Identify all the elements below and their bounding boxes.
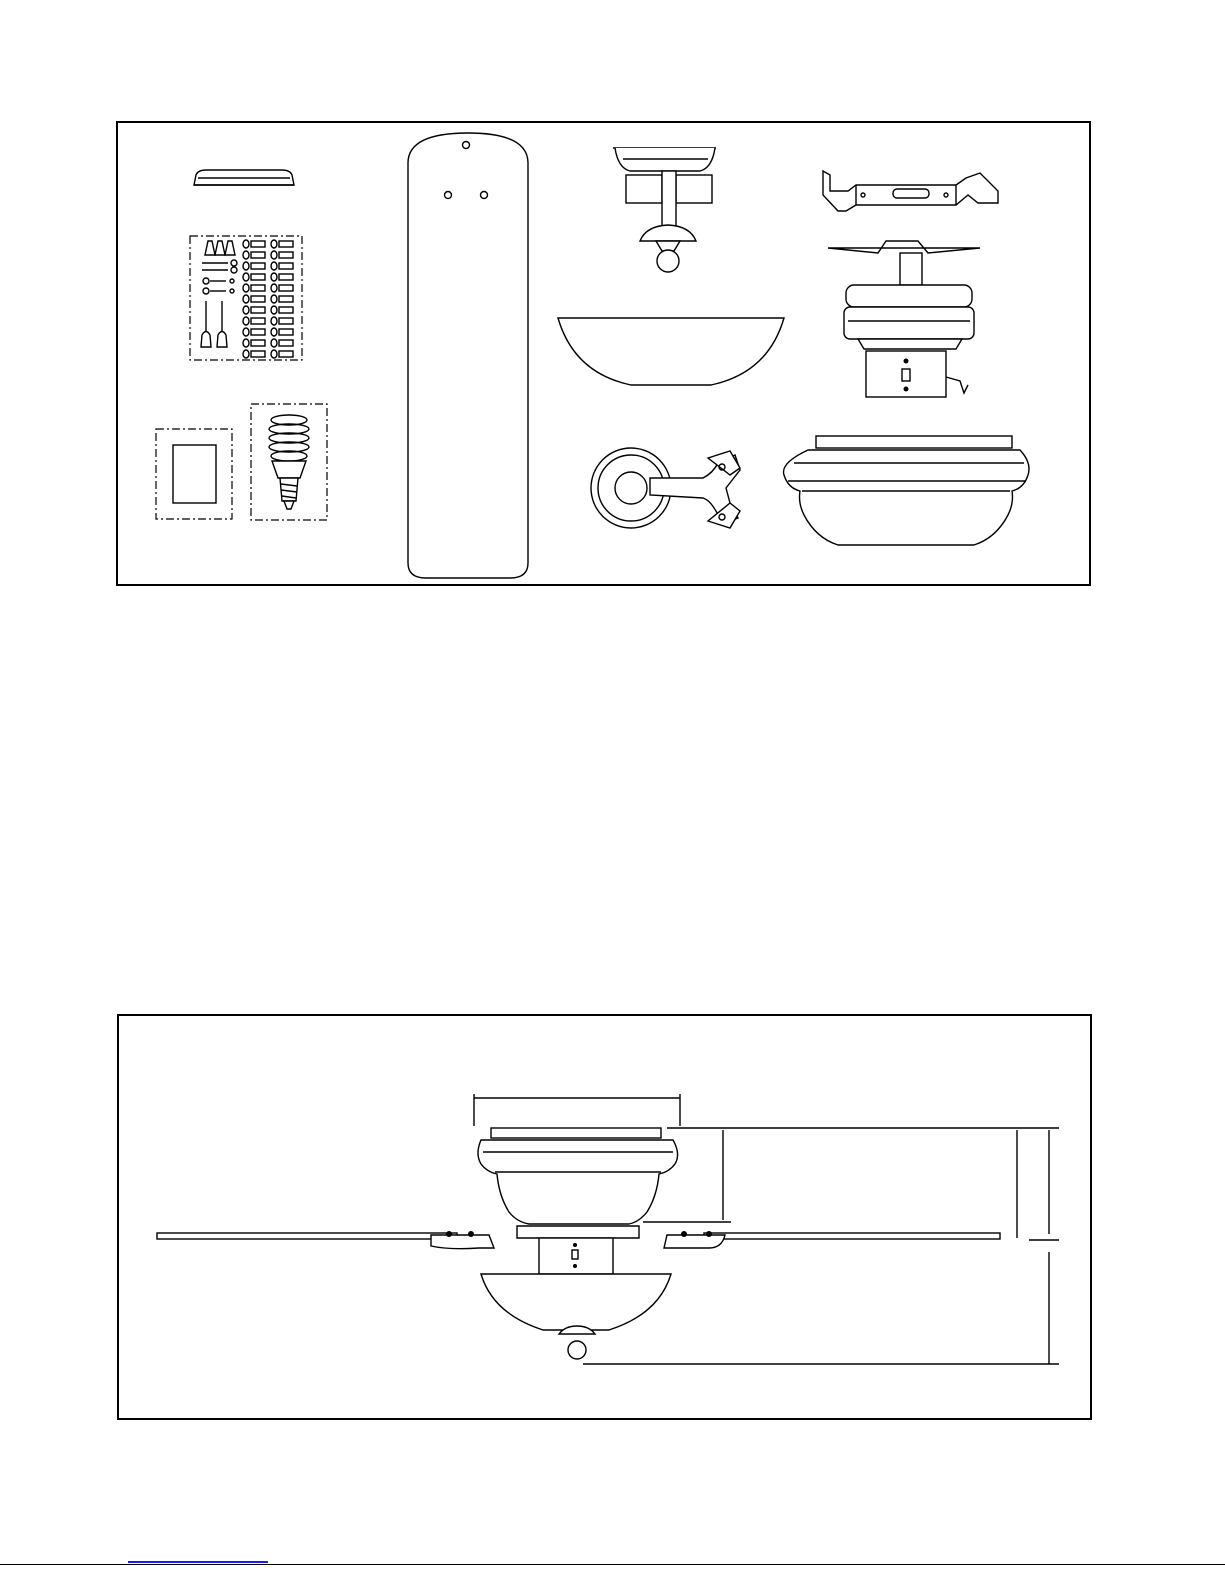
- screw-icon: [251, 241, 265, 247]
- washer-icon: [243, 339, 249, 347]
- washer-icon: [243, 306, 249, 314]
- fan-blade-right: [664, 1231, 1000, 1248]
- washer-icon: [271, 306, 277, 314]
- screw-column: [271, 240, 293, 358]
- screw-icon: [279, 351, 293, 357]
- washer-icon: [271, 295, 277, 303]
- screw-icon: [279, 340, 293, 346]
- mounting-bracket: [823, 171, 998, 211]
- canopy-ring: [194, 170, 294, 185]
- dimensions-diagram-panel: [117, 1014, 1092, 1420]
- washer-icon: [271, 273, 277, 281]
- fan-blade-left: [157, 1231, 494, 1249]
- washer-icon: [271, 317, 277, 325]
- screw-icon: [279, 296, 293, 302]
- glass-bowl: [558, 318, 784, 385]
- footer-link-underline[interactable]: [128, 1561, 268, 1563]
- washer-icon: [243, 240, 249, 248]
- screw-icon: [279, 329, 293, 335]
- washer-icon: [243, 317, 249, 325]
- washer-icon: [243, 295, 249, 303]
- screw-icon: [251, 285, 265, 291]
- screw-icon: [251, 329, 265, 335]
- motor-housing-cover: [784, 436, 1030, 545]
- warranty-card: [156, 429, 232, 519]
- washer-icon: [243, 284, 249, 292]
- housing-width-dimension: [474, 1094, 680, 1126]
- washer-icon: [271, 328, 277, 336]
- cfl-bulb-icon: [251, 404, 327, 520]
- screw-icon: [279, 252, 293, 258]
- screw-icon: [251, 252, 265, 258]
- screw-icon: [279, 274, 293, 280]
- light-kit-fitter: [613, 148, 716, 272]
- washer-icon: [271, 251, 277, 259]
- motor-assembly: [828, 241, 980, 397]
- screw-icon: [279, 263, 293, 269]
- screw-icon: [251, 263, 265, 269]
- hardware-bag: [190, 236, 302, 360]
- washer-icon: [271, 284, 277, 292]
- screw-icon: [251, 274, 265, 280]
- blade-arm: [591, 448, 740, 528]
- screw-icon: [279, 318, 293, 324]
- washer-icon: [271, 339, 277, 347]
- washer-icon: [271, 240, 277, 248]
- washer-icon: [243, 328, 249, 336]
- parts-diagram: [118, 123, 1089, 584]
- screw-icon: [279, 285, 293, 291]
- parts-diagram-panel: [116, 121, 1091, 586]
- switch-housing: [539, 1238, 613, 1274]
- screw-icon: [279, 241, 293, 247]
- screw-icon: [251, 318, 265, 324]
- screw-column: [243, 240, 265, 358]
- fan-blade: [408, 133, 528, 578]
- screw-icon: [279, 307, 293, 313]
- screw-icon: [251, 296, 265, 302]
- screw-icon: [251, 340, 265, 346]
- washer-icon: [243, 262, 249, 270]
- footer-rule: [0, 1564, 1225, 1565]
- washer-icon: [271, 350, 277, 358]
- washer-icon: [243, 350, 249, 358]
- screw-icon: [251, 307, 265, 313]
- washer-icon: [243, 273, 249, 281]
- washer-icon: [243, 251, 249, 259]
- glass-bowl: [481, 1274, 671, 1359]
- screw-icon: [251, 351, 265, 357]
- washer-icon: [271, 262, 277, 270]
- assembled-fan-diagram: [119, 1016, 1090, 1418]
